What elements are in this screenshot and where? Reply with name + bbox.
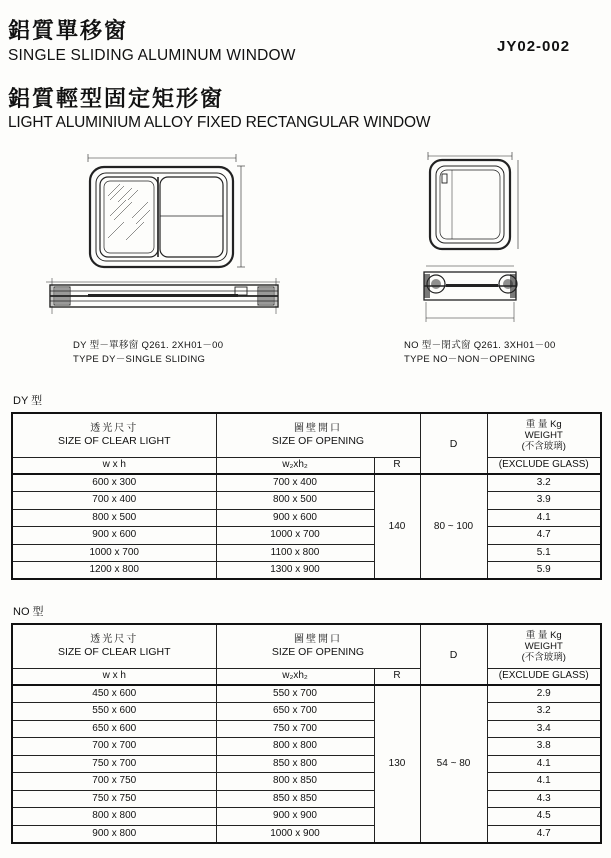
- hd-d: D: [420, 624, 487, 685]
- weight-value: 3.2: [487, 703, 601, 721]
- weight-value: 4.7: [487, 825, 601, 843]
- dy-window-drawing: [40, 150, 285, 335]
- title-cn-fixed: 鋁質輕型固定矩形窗: [8, 86, 225, 111]
- weight-value: 4.1: [487, 755, 601, 773]
- no-caption-2: TYPE NO－NON－OPENING: [404, 354, 536, 365]
- catalog-code: JY02-002: [497, 38, 571, 55]
- hd-d: D: [420, 413, 487, 474]
- opening-size: 850 x 800: [216, 755, 374, 773]
- dy-section-label: DY 型: [13, 395, 43, 407]
- hd-w2xh2: w₂xh₂: [216, 668, 374, 685]
- opening-size: 1000 x 700: [216, 527, 374, 545]
- weight-value: 3.8: [487, 738, 601, 756]
- table-row: [12, 790, 601, 808]
- table-row: [12, 509, 601, 527]
- opening-size: 800 x 800: [216, 738, 374, 756]
- clear-size: 800 x 800: [12, 808, 216, 826]
- table-row: [12, 492, 601, 510]
- weight-value: 4.3: [487, 790, 601, 808]
- no-window-drawing: [400, 150, 540, 335]
- title-en-sliding: SINGLE SLIDING ALUMINUM WINDOW: [8, 47, 296, 64]
- opening-size: 1100 x 800: [216, 544, 374, 562]
- weight-value: 5.1: [487, 544, 601, 562]
- weight-value: 4.7: [487, 527, 601, 545]
- hd-opening: 圖壁開口 SIZE OF OPENING: [216, 624, 420, 668]
- clear-size: 650 x 600: [12, 720, 216, 738]
- clear-size: 700 x 700: [12, 738, 216, 756]
- clear-size: 700 x 400: [12, 492, 216, 510]
- weight-value: 5.9: [487, 562, 601, 580]
- clear-size: 600 x 300: [12, 474, 216, 492]
- clear-size: 450 x 600: [12, 685, 216, 703]
- clear-size: 900 x 800: [12, 825, 216, 843]
- d-value: 54 ~ 80: [420, 685, 487, 843]
- table-row: [12, 825, 601, 843]
- opening-size: 900 x 900: [216, 808, 374, 826]
- hd-opening: 圖壁開口 SIZE OF OPENING: [216, 413, 420, 457]
- weight-value: 3.2: [487, 474, 601, 492]
- clear-size: 750 x 700: [12, 755, 216, 773]
- r-value: 130: [374, 685, 420, 843]
- no-section-label: NO 型: [13, 606, 44, 618]
- table-row: [12, 703, 601, 721]
- dy-spec-table: [11, 412, 602, 580]
- hd-r: R: [374, 668, 420, 685]
- opening-size: 1000 x 900: [216, 825, 374, 843]
- opening-size: 900 x 600: [216, 509, 374, 527]
- dy-caption-1: DY 型－單移窗 Q261. 2XH01－00: [73, 340, 224, 351]
- clear-size: 750 x 750: [12, 790, 216, 808]
- hd-exclude-glass: (EXCLUDE GLASS): [487, 668, 601, 685]
- opening-size: 800 x 850: [216, 773, 374, 791]
- table-row: [12, 527, 601, 545]
- table-row: [12, 474, 601, 492]
- clear-size: 1000 x 700: [12, 544, 216, 562]
- opening-size: 800 x 500: [216, 492, 374, 510]
- table-row: [12, 685, 601, 703]
- opening-size: 750 x 700: [216, 720, 374, 738]
- clear-size: 900 x 600: [12, 527, 216, 545]
- d-value: 80 ~ 100: [420, 474, 487, 579]
- opening-size: 700 x 400: [216, 474, 374, 492]
- clear-size: 700 x 750: [12, 773, 216, 791]
- table-row: [12, 773, 601, 791]
- title-en-fixed: LIGHT ALUMINIUM ALLOY FIXED RECTANGULAR WINDOW: [8, 114, 431, 131]
- hd-clear-light: 透光尺寸 SIZE OF CLEAR LIGHT: [12, 413, 216, 457]
- opening-size: 1300 x 900: [216, 562, 374, 580]
- hd-wxh: w x h: [12, 668, 216, 685]
- table-row: [12, 544, 601, 562]
- weight-value: 4.5: [487, 808, 601, 826]
- no-spec-table: [11, 623, 602, 844]
- weight-value: 2.9: [487, 685, 601, 703]
- table-row: [12, 738, 601, 756]
- opening-size: 650 x 700: [216, 703, 374, 721]
- clear-size: 550 x 600: [12, 703, 216, 721]
- dy-caption-2: TYPE DY－SINGLE SLIDING: [73, 354, 206, 365]
- hd-weight: 重 量 Kg WEIGHT (不含玻璃): [487, 624, 601, 668]
- table-row: [12, 808, 601, 826]
- weight-value: 4.1: [487, 773, 601, 791]
- hd-r: R: [374, 457, 420, 474]
- hd-wxh: w x h: [12, 457, 216, 474]
- table-row: [12, 755, 601, 773]
- opening-size: 550 x 700: [216, 685, 374, 703]
- hd-clear-light: 透光尺寸 SIZE OF CLEAR LIGHT: [12, 624, 216, 668]
- clear-size: 1200 x 800: [12, 562, 216, 580]
- hd-weight: 重 量 Kg WEIGHT (不含玻璃): [487, 413, 601, 457]
- clear-size: 800 x 500: [12, 509, 216, 527]
- title-cn-sliding: 鋁質單移窗: [8, 18, 129, 43]
- table-row: [12, 720, 601, 738]
- weight-value: 3.4: [487, 720, 601, 738]
- weight-value: 3.9: [487, 492, 601, 510]
- no-caption-1: NO 型－閉式窗 Q261. 3XH01－00: [404, 340, 556, 351]
- opening-size: 850 x 850: [216, 790, 374, 808]
- r-value: 140: [374, 474, 420, 579]
- weight-value: 4.1: [487, 509, 601, 527]
- hd-exclude-glass: (EXCLUDE GLASS): [487, 457, 601, 474]
- hd-w2xh2: w₂xh₂: [216, 457, 374, 474]
- table-row: [12, 562, 601, 580]
